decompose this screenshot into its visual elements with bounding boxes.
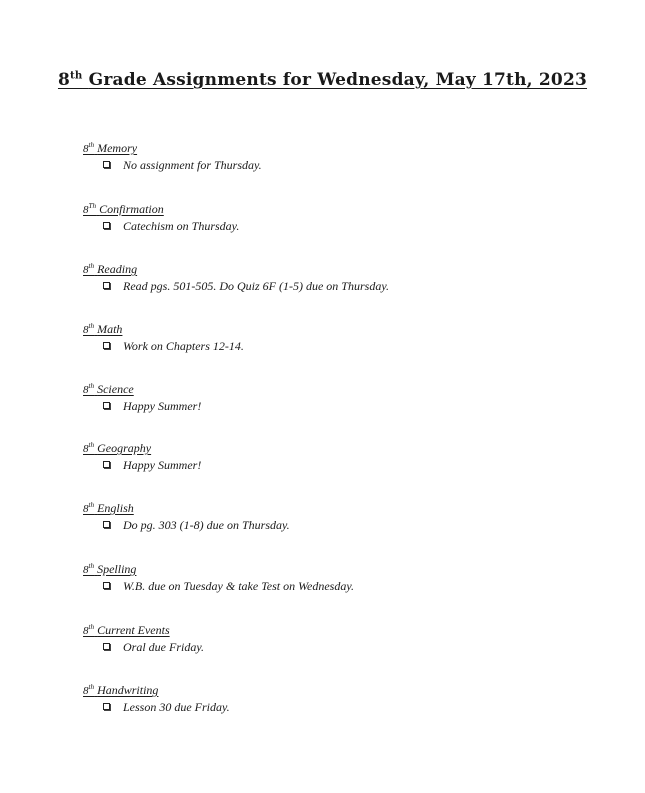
list-item: Happy Summer!: [83, 457, 603, 473]
title-grade: 8: [57, 70, 70, 90]
checkbox-icon: [103, 521, 110, 528]
checkbox-icon: [103, 342, 110, 349]
section-science: [83, 381, 603, 414]
section-heading: 8th Geography: [83, 441, 152, 455]
section-memory: [83, 140, 603, 173]
page-title: [0, 70, 645, 90]
section-heading: 8th Spelling: [83, 562, 137, 576]
section-heading: 8th Handwriting: [83, 683, 159, 697]
checkbox-icon: [103, 282, 110, 289]
list-item: No assignment for Thursday.: [83, 157, 603, 173]
section-current-events: [83, 622, 603, 655]
section-heading: 8th Math: [83, 322, 123, 336]
list-item: Do pg. 303 (1-8) due on Thursday.: [83, 517, 603, 533]
checkbox-icon: [103, 703, 110, 710]
section-heading: 8th English: [83, 501, 134, 515]
section-math: [83, 321, 603, 354]
section-english: [83, 500, 603, 533]
list-item: Happy Summer!: [83, 398, 603, 414]
checkbox-icon: [103, 461, 110, 468]
list-item: Work on Chapters 12-14.: [83, 338, 603, 354]
checkbox-icon: [103, 402, 110, 409]
section-heading: 8th Reading: [83, 262, 138, 276]
list-item: Lesson 30 due Friday.: [83, 699, 603, 715]
section-heading: 8Th Confirmation: [83, 202, 164, 216]
checkbox-icon: [103, 161, 110, 168]
list-item: Oral due Friday.: [83, 639, 603, 655]
list-item: W.B. due on Tuesday & take Test on Wednesday.: [83, 578, 603, 594]
checkbox-icon: [103, 582, 110, 589]
section-confirmation: [83, 201, 603, 234]
section-reading: [83, 261, 603, 294]
section-spelling: [83, 561, 603, 594]
section-heading: 8th Science: [83, 382, 134, 396]
section-geography: [83, 440, 603, 473]
section-heading: 8th Memory: [83, 141, 138, 155]
list-item: Read pgs. 501-505. Do Quiz 6F (1-5) due on Thursday.: [83, 278, 603, 294]
section-heading: 8th Current Events: [83, 623, 170, 637]
checkbox-icon: [103, 222, 110, 229]
list-item: Catechism on Thursday.: [83, 218, 603, 234]
title-text: Grade Assignments for Wednesday, May 17th, 2023: [88, 70, 588, 90]
checkbox-icon: [103, 643, 110, 650]
section-handwriting: [83, 682, 603, 715]
title-grade-suffix: th: [70, 69, 83, 82]
